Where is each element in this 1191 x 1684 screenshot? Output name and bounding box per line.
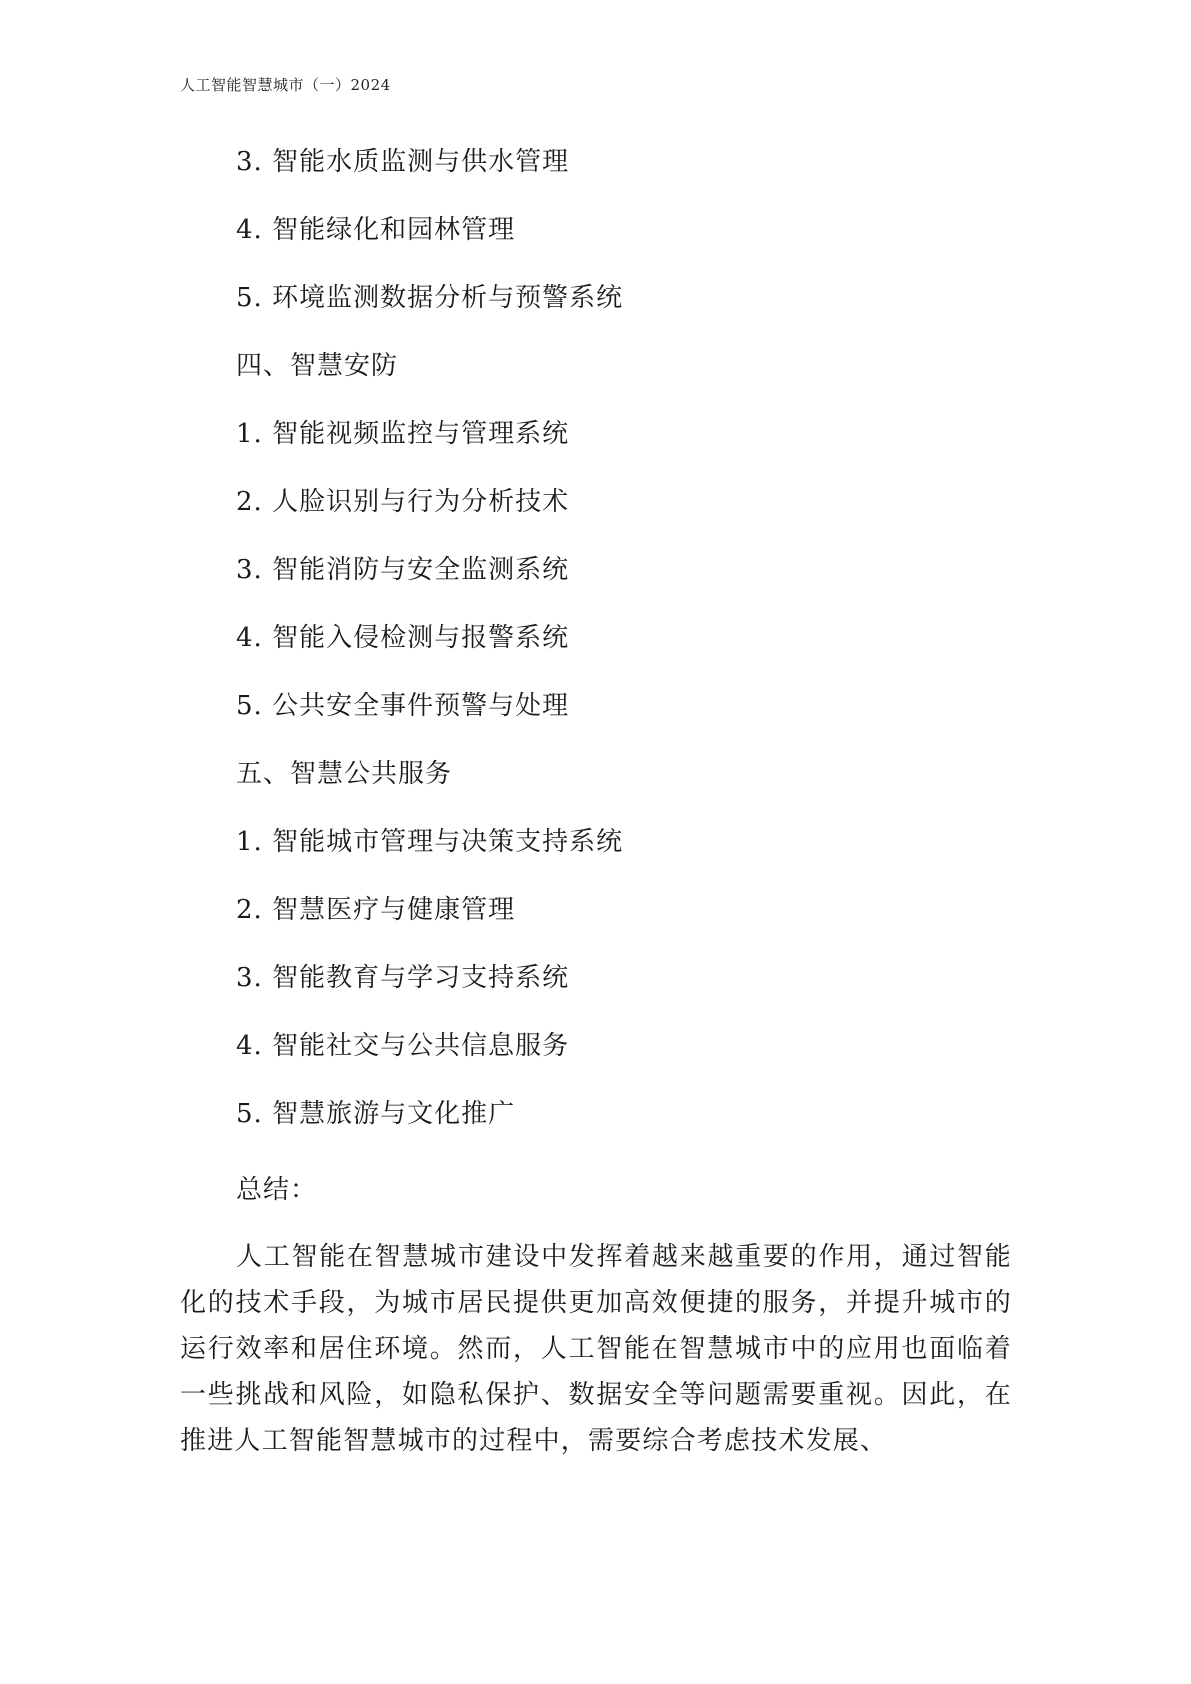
summary-paragraph: 人工智能在智慧城市建设中发挥着越来越重要的作用，通过智能化的技术手段，为城市居民提供更加高效便捷的服务，并提升城市的运行效率和居住环境。然而，人工智能在智慧城市中的应用也面临着一些挑战和风险，如隐私保护、数据安全等问题需要重视。因此，在推进人工智能智慧城市的过程中，需要综合考虑技术发展、 bbox=[180, 1242, 1012, 1456]
outline-item-tourism: 5. 智慧旅游与文化推广 bbox=[236, 1099, 516, 1129]
section-heading-smart-security: 四、智慧安防 bbox=[236, 351, 399, 381]
outline-item-face-recognition: 2. 人脸识别与行为分析技术 bbox=[236, 487, 570, 517]
section-heading-public-services: 五、智慧公共服务 bbox=[236, 759, 453, 789]
outline-item-healthcare: 2. 智慧医疗与健康管理 bbox=[236, 895, 516, 925]
running-header: 人工智能智慧城市（一）2024 bbox=[180, 76, 391, 94]
outline-item-env-monitoring: 5. 环境监测数据分析与预警系统 bbox=[236, 283, 624, 313]
outline-item-public-safety: 5. 公共安全事件预警与处理 bbox=[236, 691, 570, 721]
outline-item-social-info: 4. 智能社交与公共信息服务 bbox=[236, 1031, 570, 1061]
outline-item-education: 3. 智能教育与学习支持系统 bbox=[236, 963, 570, 993]
outline-item-video-surveillance: 1. 智能视频监控与管理系统 bbox=[236, 419, 570, 449]
outline-item-city-management: 1. 智能城市管理与决策支持系统 bbox=[236, 827, 624, 857]
outline-item-greening: 4. 智能绿化和园林管理 bbox=[236, 215, 516, 245]
outline-item-fire-safety: 3. 智能消防与安全监测系统 bbox=[236, 555, 570, 585]
outline-item-water-quality: 3. 智能水质监测与供水管理 bbox=[236, 147, 570, 177]
summary-title: 总结： bbox=[236, 1175, 318, 1205]
outline-list bbox=[236, 142, 623, 1162]
outline-item-intrusion-detection: 4. 智能入侵检测与报警系统 bbox=[236, 623, 570, 653]
